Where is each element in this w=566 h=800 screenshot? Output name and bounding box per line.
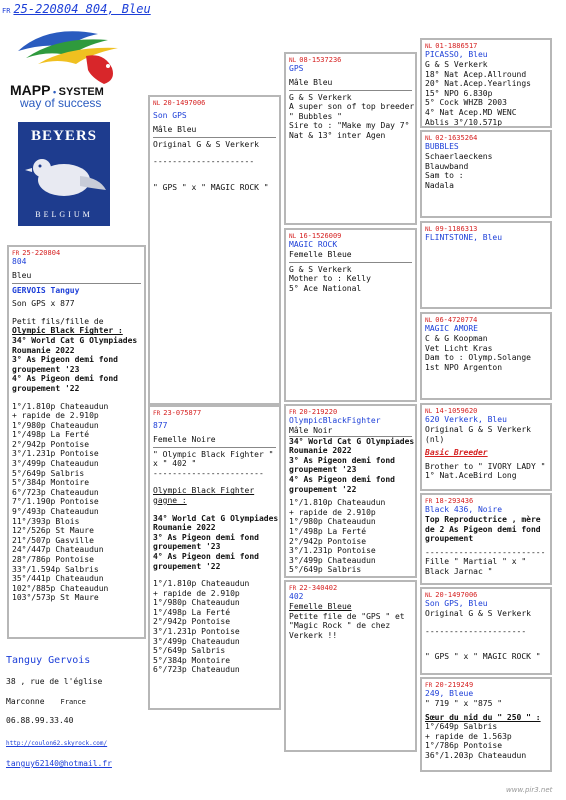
pigeon-icon — [20, 146, 108, 206]
mapp-main: MAPP — [10, 82, 51, 98]
mapp-system: SYSTEM — [58, 86, 104, 98]
list-item: 1°/980p Chateaudun — [153, 598, 240, 608]
list-item: 12°/526p St Maure — [12, 526, 94, 536]
subject-ring: 25-220804 — [22, 249, 61, 257]
subject-card: FR 25-220804 804 Bleu GERVOIS Tanguy Son GPS x 877 Petit fils/fille de Olympic Black Fighter : 34° World Cat G Olympiades Roumanie 2022 3° As Pigeon demi fond groupement '23 4° As Pigeon demi fond groupement '22 1°/1.810p Chateaudun + rapide de 2.910p 1°/980p Chateaudun 1°/498p La Ferté 2°/942p Pontoise 3°/1.231p Pontoise 3°/499p Chateaudun 5°/649p Salbris 5°/384p Montoire 6°/723p Chateaudun 7°/1.190p Pontoise 9°/493p Chateaudun 11°/393p Blois 12°/526p St Maure 21°/507p Gasville 24°/447p Chateaudun 28°/786p Pontoise 33°/1.594p Salbris 35°/441p Chateaudun 102°/885p Chateaudun 103°/573p St Maure — [7, 245, 146, 639]
list-item: + rapide de 2.910p — [153, 588, 240, 598]
picasso-card: NL 01-1886517 PICASSO, Bleu G & S Verkerk 18° Nat Acep.Allround 20° Nat.Acep.Yearlings 15° NPO 6.830p 5° Cock WHZB 2003 4° Nat Acep.MD WENC Ablis 3°/10.571p — [420, 38, 552, 128]
mapp-logo: MAPP • SYSTEM way of success — [8, 26, 138, 108]
bubbles-card: NL 02-1635264 BUBBLES Schaerlaeckens Blauwband Sam to : Nadala — [420, 130, 552, 218]
list-item: + rapide de 2.910p — [12, 411, 99, 421]
beyers-bottom: BELGIUM — [35, 210, 93, 219]
list-item: 5°/649p Salbris — [289, 565, 362, 575]
list-item: 3°/1.231p Pontoise — [153, 627, 240, 637]
subject-color: Bleu — [12, 270, 32, 280]
list-item: 1°/498p La Ferté — [289, 526, 367, 536]
owner-info — [6, 655, 146, 769]
list-item: 6°/723p Chateaudun — [12, 487, 99, 497]
list-item: 3°/499p Chateaudun — [12, 459, 99, 469]
list-item: 103°/573p St Maure — [12, 593, 99, 603]
list-item: 28°/786p Pontoise — [12, 555, 94, 565]
list-item: 1°/1.810p Chateaudun — [289, 498, 386, 508]
list-item: 2°/942p Pontoise — [153, 617, 231, 627]
magic-amore-card: NL 06-4720774 MAGIC AMORE C & G Koopman Vet Licht Kras Dam to : Olymp.Solange 1st NPO Argenton — [420, 312, 552, 400]
dam-card: FR 23-075877 877 Femelle Noire " Olympic Black Fighter " x " 402 " ----------------------- Olympic Black Fighter gagne : 34° World Cat G Olympiades Roumanie 2022 3° As Pigeon demi fond groupement '23 4° As Pigeon demi fond groupement '22 1°/1.810p Chateaudun + rapide de 2.910p 1°/980p Chateaudun 1°/498p La Ferté 2°/942p Pontoise 3°/1.231p Pontoise 3°/499p Chateaudun 5°/649p Salbris 5°/384p Montoire 6°/723p Chateaudun — [148, 405, 281, 710]
p249-card: FR 20-219249 249, Bleue " 719 " x "875 " Sœur du nid du " 250 " : 1°/649p Salbris + rapide de 1.563p 1°/786p Pontoise 36°/1.203p Chateaudun — [420, 677, 552, 772]
beyers-logo — [18, 122, 110, 226]
list-item: 33°/1.594p Salbris — [12, 564, 99, 574]
list-item: 1°/1.810p Chateaudun — [12, 401, 109, 411]
list-item: 2°/942p Pontoise — [289, 536, 367, 546]
list-item: 5°/384p Montoire — [12, 478, 90, 488]
subject-name: 804 — [12, 257, 27, 267]
list-item: 3°/1.231p Pontoise — [12, 449, 99, 459]
mapp-bird-icon — [8, 26, 138, 86]
list-item: 9°/493p Chateaudun — [12, 507, 99, 517]
p402-card: FR 22-340402 402 Femelle Bleue Petite file de "GPS " et "Magic Rock " de chez Verkerk !! — [284, 580, 417, 752]
list-item: + rapide de 2.910p — [289, 507, 376, 517]
header-country: FR — [2, 7, 11, 15]
list-item: 1°/498p La Ferté — [153, 607, 231, 617]
list-item: 5°/649p Salbris — [153, 646, 226, 656]
list-item: 102°/885p Chateaudun — [12, 583, 109, 593]
subject-results — [12, 402, 141, 603]
owner-address: 38 , rue de l'église — [6, 677, 103, 686]
owner-phone: 06.88.99.33.40 — [6, 716, 74, 726]
magic-rock-card: NL 16-1526009 MAGIC ROCK Femelle Bleue G & S Verkerk Mother to : Kelly 5° Ace National — [284, 228, 417, 402]
list-item: 1°/1.810p Chateaudun — [153, 579, 250, 589]
list-item: 21°/507p Gasville — [12, 535, 94, 545]
verkerk620-card: NL 14-1059620 620 Verkerk, Bleu Original G & S Verkerk (nl) Basic Breeder Brother to " IVORY LADY " 1° Nat.AceBird Long — [420, 403, 552, 491]
sire-card: NL 20-1497006 Son GPS Mâle Bleu Original G & S Verkerk --------------------- " GPS " x " MAGIC ROCK " — [148, 95, 281, 405]
list-item: 35°/441p Chateaudun — [12, 574, 104, 584]
list-item: 5°/649p Salbris — [12, 468, 85, 478]
owner-country: France — [60, 697, 86, 706]
list-item: 7°/1.190p Pontoise — [12, 497, 99, 507]
list-item: 1°/980p Chateaudun — [289, 517, 376, 527]
watermark: www.pir3.net — [506, 786, 553, 794]
list-item: 1°/980p Chateaudun — [12, 420, 99, 430]
flintstone-card: NL 09-1186313 FLINTSTONE, Bleu — [420, 221, 552, 309]
subject-breeder: GERVOIS Tanguy — [12, 285, 80, 295]
black436-card: FR 18-293436 Black 436, Noire Top Reproductrice , mère de 2 As Pigeon demi fond groupement ------------------------- Fille " Martial " x " Black Jarnac " — [420, 493, 552, 585]
beyers-top: BEYERS — [30, 128, 98, 144]
obf-card: FR 20-219220 OlympicBlackFighter Mâle Noir 34° World Cat G Olympiades Roumanie 2022 3° As Pigeon demi fond groupement '23 4° As Pigeon demi fond groupement '22 1°/1.810p Chateaudun + rapide de 2.910p 1°/980p Chateaudun 1°/498p La Ferté 2°/942p Pontoise 3°/1.231p Pontoise 3°/499p Chateaudun 5°/649p Salbris — [284, 404, 417, 578]
gps-card: NL 08-1537236 GPS Mâle Bleu G & S Verkerk A super son of top breeder " Bubbles " Sire to : "Make my Day 7° Nat & 13° inter Agen — [284, 52, 417, 225]
list-item: 3°/1.231p Pontoise — [289, 546, 376, 556]
owner-name: Tanguy Gervois — [6, 655, 91, 666]
owner-city: Marconne — [6, 696, 45, 706]
owner-email-link[interactable]: tanguy62140@hotmail.fr — [6, 758, 112, 768]
list-item: 1°/498p La Ferté — [12, 430, 90, 440]
mapp-tagline: way of success — [20, 96, 102, 110]
list-item: 11°/393p Blois — [12, 516, 80, 526]
page-header — [2, 2, 151, 16]
header-ring: 25-220804 804, Bleu — [13, 2, 151, 16]
list-item: 5°/384p Montoire — [153, 655, 231, 665]
list-item: 3°/499p Chateaudun — [153, 636, 240, 646]
list-item: 6°/723p Chateaudun — [153, 665, 240, 675]
owner-website-link[interactable]: http://coulon62.skyrock.com/ — [6, 739, 108, 747]
list-item: 2°/942p Pontoise — [12, 439, 90, 449]
list-item: 24°/447p Chateaudun — [12, 545, 104, 555]
songps2-card: NL 20-1497006 Son GPS, Bleu Original G & S Verkerk --------------------- " GPS " x " MAGIC ROCK " — [420, 587, 552, 675]
list-item: 3°/499p Chateaudun — [289, 555, 376, 565]
